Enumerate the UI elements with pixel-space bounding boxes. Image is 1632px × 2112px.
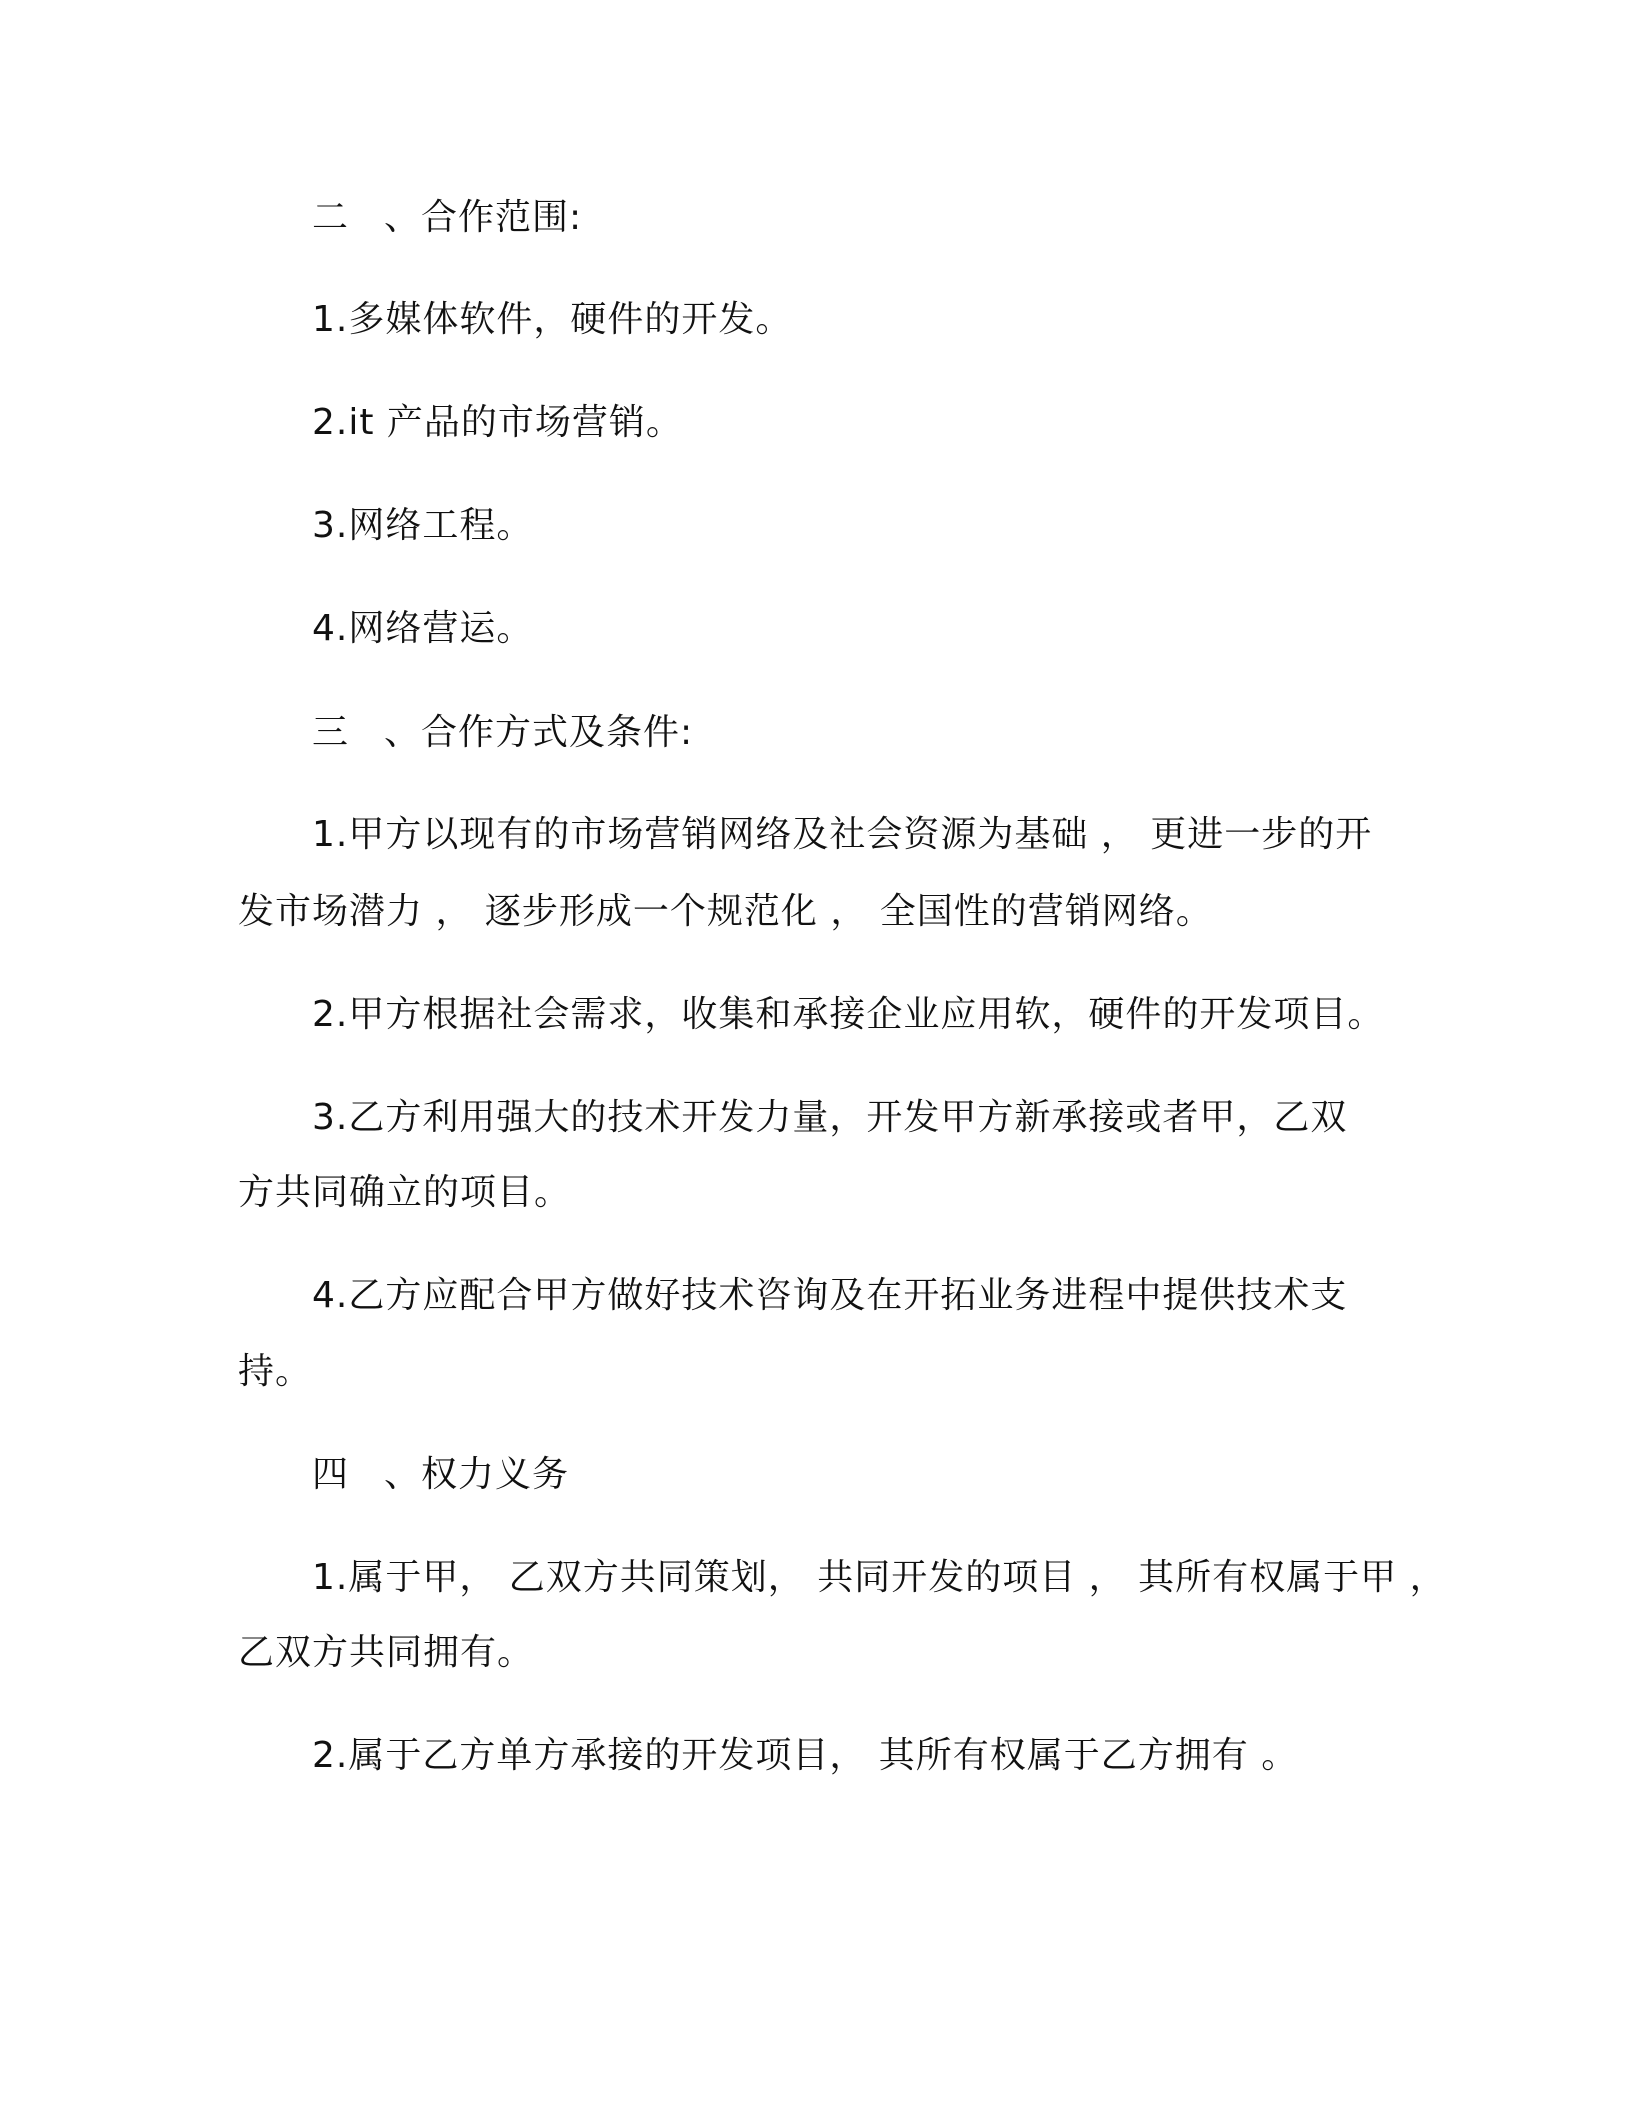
section-heading-2: [312, 196, 582, 240]
paragraph-line: 1.甲方以现有的市场营销网络及社会资源为基础 ， 更进一步的开: [312, 814, 1373, 855]
paragraph-line: 2.it 产品的市场营销。: [312, 402, 683, 443]
section-number: 三: [312, 712, 350, 753]
section-number: 四: [312, 1454, 350, 1495]
paragraph-line: 持。: [238, 1351, 313, 1392]
paragraph-line: 发市场潜力 ， 逐步形成一个规范化 ， 全国性的营销网络。: [238, 891, 1213, 932]
section-heading-4: [312, 1453, 569, 1497]
paragraph-line: 4.网络营运。: [312, 608, 534, 649]
paragraph-line: 1.属于甲， 乙双方共同策划， 共同开发的项目 ， 其所有权属于甲 ，: [312, 1557, 1447, 1598]
paragraph-line: 2.属于乙方单方承接的开发项目， 其所有权属于乙方拥有 。: [312, 1735, 1299, 1776]
section-title: 、权力义务: [384, 1454, 570, 1495]
paragraph-line: 方共同确立的项目。: [238, 1172, 572, 1213]
paragraph-line: 3.乙方利用强大的技术开发力量，开发甲方新承接或者甲，乙双: [312, 1097, 1348, 1138]
section-title: 、合作范围:: [384, 197, 583, 238]
paragraph-line: 3.网络工程。: [312, 505, 534, 546]
section-title: 、合作方式及条件:: [384, 712, 694, 753]
paragraph-line: 1.多媒体软件，硬件的开发。: [312, 299, 793, 340]
paragraph-line: 2.甲方根据社会需求，收集和承接企业应用软，硬件的开发项目。: [312, 994, 1385, 1035]
section-number: 二: [312, 197, 350, 238]
paragraph-line: 4.乙方应配合甲方做好技术咨询及在开拓业务进程中提供技术支: [312, 1275, 1348, 1316]
section-heading-3: [312, 711, 693, 755]
paragraph-line: 乙双方共同拥有。: [238, 1632, 535, 1673]
